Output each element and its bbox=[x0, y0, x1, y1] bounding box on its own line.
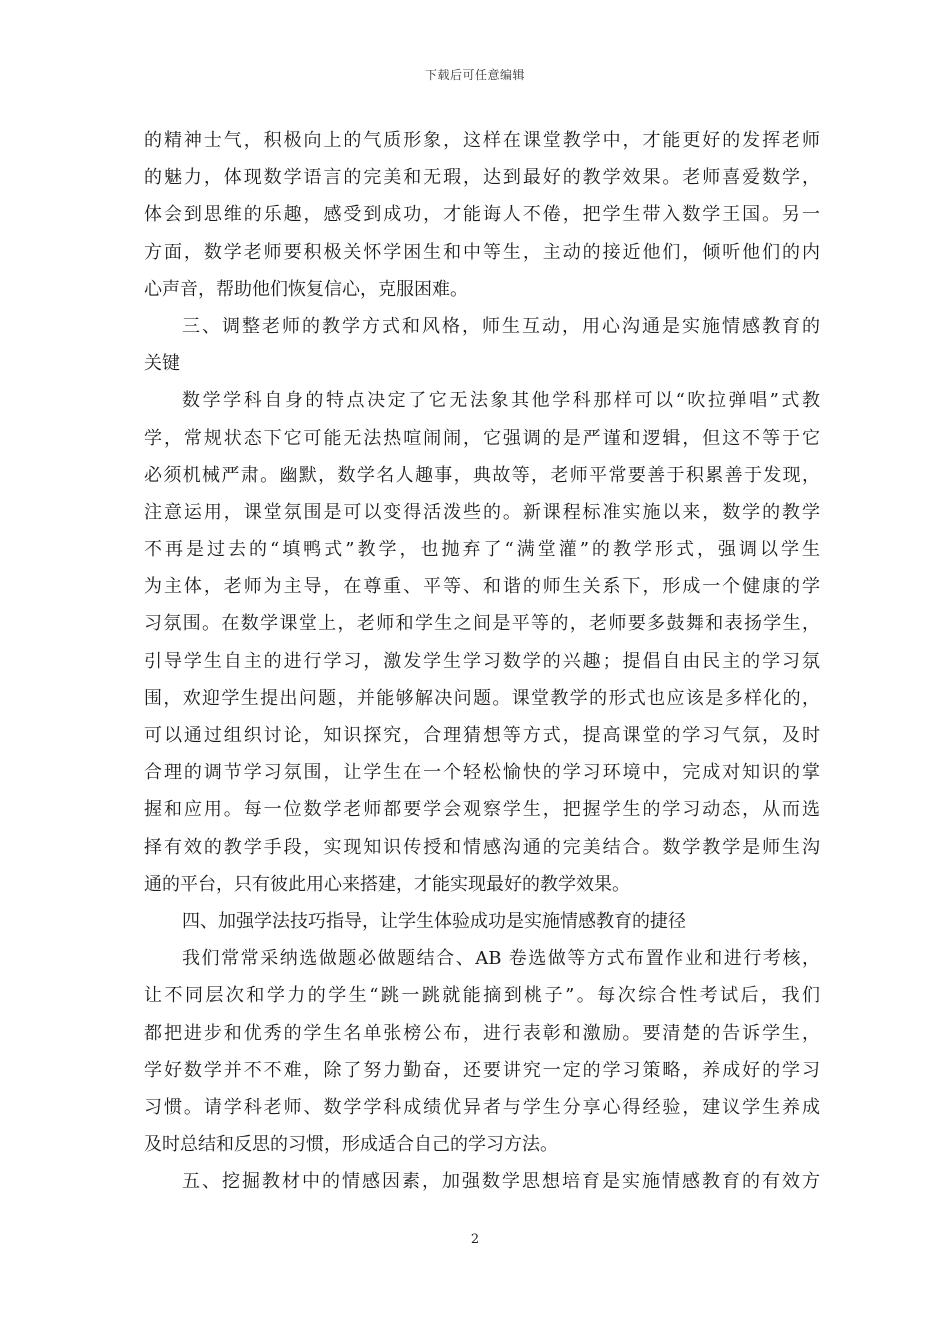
text-line: 不再是过去的“填鸭式”教学，也抛弃了“满堂灌”的教学形式，强调以学生 bbox=[144, 539, 820, 561]
text-line: 握和应用。每一位数学老师都要学会观察学生，把握学生的学习动态，从而选 bbox=[144, 799, 820, 821]
page-number: 2 bbox=[470, 1232, 480, 1247]
text-line: 三、调整老师的教学方式和风格，师生互动，用心沟通是实施情感教育的 bbox=[182, 315, 820, 337]
text-line: 通的平台，只有彼此用心来搭建，才能实现最好的教学效果。 bbox=[144, 873, 630, 895]
text-line: 都把进步和优秀的学生名单张榜公布，进行表彰和激励。要清楚的告诉学生， bbox=[144, 1022, 820, 1044]
text-line: 让不同层次和学力的学生“跳一跳就能摘到桃子”。每次综合性考试后，我们 bbox=[144, 985, 820, 1007]
text-line: 合理的调节学习氛围，让学生在一个轻松愉快的学习环境中，完成对知识的掌 bbox=[144, 762, 820, 784]
text-line: 四、加强学法技巧指导，让学生体验成功是实施情感教育的捷径 bbox=[182, 910, 686, 932]
text-line: 可以通过组织讨论，知识探究，合理猜想等方式，提高课堂的学习气氛，及时 bbox=[144, 725, 820, 746]
text-line: 数学学科自身的特点决定了它无法象其他学科那样可以“吹拉弹唱”式教 bbox=[182, 390, 820, 412]
text-line: 关键 bbox=[144, 353, 180, 375]
text-line: 习氛围。在数学课堂上，老师和学生之间是平等的，老师要多鼓舞和表扬学生， bbox=[144, 613, 820, 635]
text-line: 的魅力，体现数学语言的完美和无瑕，达到最好的教学效果。老师喜爱数学， bbox=[144, 167, 820, 189]
text-line: 的精神士气，积极向上的气质形象，这样在课堂教学中，才能更好的发挥老师 bbox=[144, 130, 820, 151]
page-header: 下载后可任意编辑 bbox=[424, 68, 525, 82]
text-line: 学好数学并不不难，除了努力勤奋，还要讲究一定的学习策略，养成好的学习 bbox=[144, 1059, 820, 1081]
text-line: 注意运用，课堂氛围是可以变得活泼些的。新课程标准实施以来，数学的教学 bbox=[144, 501, 820, 523]
text-line: 方面，数学老师要积极关怀学困生和中等生，主动的接近他们，倾听他们的内 bbox=[144, 241, 820, 263]
body-text bbox=[144, 122, 820, 1200]
text-line: 习惯。请学科老师、数学学科成绩优异者与学生分享心得经验，建议学生养成 bbox=[144, 1096, 820, 1118]
text-line: 五、挖掘教材中的情感因素，加强数学思想培育是实施情感教育的有效方 bbox=[182, 1171, 820, 1193]
text-line: 围，欢迎学生提出问题，并能够解决问题。课堂教学的形式也应该是多样化的， bbox=[144, 687, 820, 709]
text-line: 心声音，帮助他们恢复信心，克服困难。 bbox=[144, 278, 468, 300]
text-line: 择有效的教学手段，实现知识传授和情感沟通的完美结合。数学教学是师生沟 bbox=[144, 836, 820, 858]
text-line: 体会到思维的乐趣，感受到成功，才能诲人不倦，把学生带入数学王国。另一 bbox=[144, 204, 820, 226]
text-line: 学，常规状态下它可能无法热喧闹闹，它强调的是严谨和逻辑，但这不等于它 bbox=[144, 427, 820, 449]
text-line: 及时总结和反思的习惯，形成适合自己的学习方法。 bbox=[144, 1134, 558, 1156]
text-line: 必须机械严肃。幽默，数学名人趣事，典故等，老师平常要善于积累善于发现， bbox=[144, 464, 820, 486]
text-line: 为主体，老师为主导，在尊重、平等、和谐的师生关系下，形成一个健康的学 bbox=[144, 576, 820, 598]
text-line: 我们常常采纳选做题必做题结合、AB 卷选做等方式布置作业和进行考核， bbox=[182, 948, 820, 970]
text-line: 引导学生自主的进行学习，激发学生学习数学的兴趣；提倡自由民主的学习氛 bbox=[144, 650, 820, 672]
